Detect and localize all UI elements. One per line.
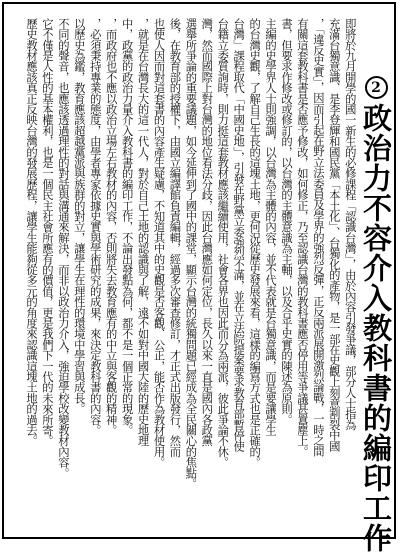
text-column: 它不僅是人性的基本權利，也是一個民主社會所應有的價值，更是我們下一代的未來所寄。 [40,18,54,446]
article-number-badge: 2 [365,76,388,99]
text-column: 灣，然而國際上對台灣的地位看法分歧，因此台灣應如何定位，長久以來一直是國內各政黨 [200,18,214,446]
text-column: 中，政黨的政治力量介入教科書的編印工作，不論出發點為何，都不是一個正常的現象。 [120,18,134,436]
article-body [24,18,357,526]
text-column: 有關這套教科書是否應予修改，如何修正，乃至認識台灣的教科書應否停用等爭議甚囂塵上。 [295,18,309,457]
text-column: 選舉所爭論的重要議題，如今延伸到了國中的課堂，顯示台灣的統獨問題已經成為全民關心的焦點。 [184,18,198,489]
text-column: ，就是在台灣長大的這一代人，對於自己土地的認識與了解，遠不如對中國大陸的歷史地理 [136,18,150,446]
text-column: 以歷史為鑑，教育應該超越黨派與族群的對立，讓學生在理性的環境中學習與成長。 [72,18,86,414]
text-column: 歷史教材應該真正反映台灣的發展歷程，讓學生能夠從多元的角度來認識這塊土地的過去。 [25,18,38,446]
text-column: ，而政府也不應以政治立場左右教材的內容，否則將失去教育應有的中立與客觀的精神。 [104,18,118,436]
text-column: 後，在教育部的授權下，由國立編譯館負責編輯，經過多次審查修訂，才正式出版發行，然而 [168,18,182,457]
article-heading [356,76,396,553]
article-title: 政治力不容介入教科書的編印工作 [359,103,393,553]
text-column: 台籍立委質詢時，則力挺這套教材應該繼續使用，社會各界也因此而分為兩派，彼此爭論不休。 [216,18,230,468]
text-column: 不同的聲音，也應該透過理性的對話與溝通來解決，而非以政治力介入，強迫學校改變教材內容。 [56,18,70,479]
text-column: 即將於九月開學的國一新生的必修課程「認識台灣」，由於內容引發爭議，部分人士指為 [343,18,357,430]
document-page [2,2,396,553]
text-column: ，必須秉持專業的態度，由學者專家依據史實與學術研究的成果，來決定教科書的內容。 [88,18,102,436]
text-column: 書，但要求作修改或修訂的，以台灣的主體意識為主軸，以及合乎史實的陳述為原則。 [280,18,293,425]
text-column: 的台灣史觀，了解自己生長的這塊土地，更何況從歷史發展來看，這樣的編寫方式也是正確的。 [248,18,262,468]
text-column: ，「違反史實」，因而引起在野立法委員及學界的強烈反彈，正反兩派展開激烈論戰，一時之間 [311,18,325,457]
text-column: 充滿台獨意識、是李登輝和國民黨「本土化」、台獨化的產物，是一部在史觀上刻意割裂中國 [327,18,341,452]
text-column: 台灣」課程取代「中國史地」，引發在野黨立委強烈不滿，並在立法院提案要求教育部暫停使 [232,18,246,452]
text-column: 主編的史學界人士則強調，以台灣為主體的內容，並不代表就是台獨意識，而是要讓學生 [264,18,278,436]
text-column: 也使人因而對這套書的內容產生疑慮，不知道其中的史觀是否客觀、公正，能否作為教材使用。 [152,18,166,468]
